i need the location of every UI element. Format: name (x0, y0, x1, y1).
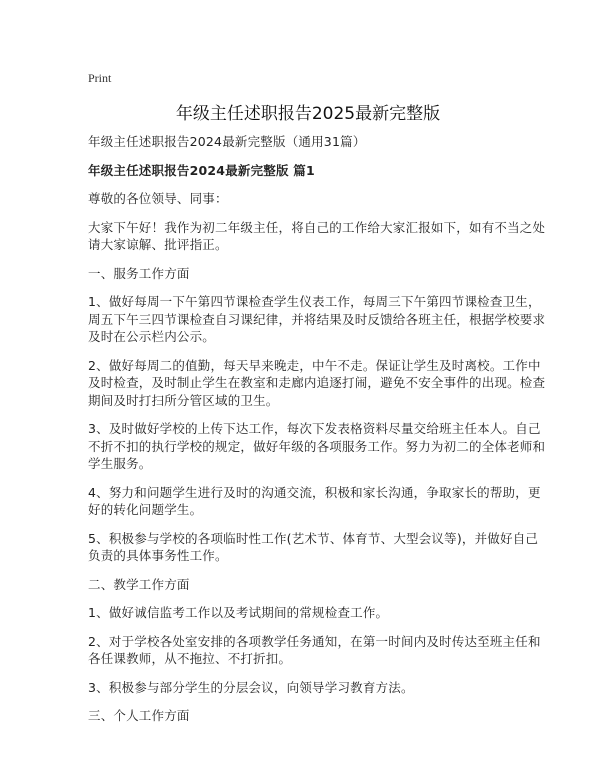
paragraph (88, 604, 528, 622)
paragraph-line: 1、做好诚信监考工作以及考试期间的常规检查工作。 (88, 605, 389, 620)
paragraph-line: 请大家谅解、批评指正。 (88, 237, 228, 252)
paragraph-line: 学生服务。 (88, 456, 152, 471)
paragraph-line: 不折不扣的执行学校的规定，做好年级的各项服务工作。努力为初二的全体老师和 (88, 438, 546, 454)
print-label[interactable]: Print (88, 71, 112, 85)
paragraph-line: 二、教学工作方面 (88, 576, 190, 592)
article-heading: 年级主任述职报告2024最新完整版 篇1 (88, 162, 315, 178)
paragraph-line: 2、对于学校各处室安排的各项教学任务通知，在第一时间内及时传达至班主任和 (88, 633, 541, 649)
paragraph-line: 各任课教师，从不拖拉、不打折扣。 (88, 651, 292, 666)
paragraph-line: 1、做好每周一下午第四节课检查学生仪表工作，每周三下午第四节课检查卫生， (88, 294, 541, 309)
paragraph (88, 679, 528, 697)
paragraph-line: 3、积极参与部分学生的分层会议，向领导学习教育方法。 (88, 679, 414, 695)
paragraph-line: 周五下午三四节课检查自习课纪律，并将结果及时反馈给各班主任，根据学校要求 (88, 311, 546, 327)
paragraph (88, 633, 541, 668)
paragraph (88, 576, 528, 594)
paragraph-line: 4、努力和问题学生进行及时的沟通交流，积极和家长沟通，争取家长的帮助，更 (88, 484, 541, 500)
document-page (88, 70, 546, 725)
paragraph-line: 好的转化问题学生。 (88, 502, 203, 517)
paragraph (88, 707, 528, 725)
paragraph-line: 一、服务工作方面 (88, 265, 190, 281)
paragraph (88, 530, 539, 565)
paragraph-line: 三、个人工作方面 (88, 708, 190, 723)
paragraph-line: 及时在公示栏内公示。 (88, 329, 216, 344)
document-title: 年级主任述职报告2025最新完整版 (175, 104, 441, 124)
paragraph-line: 尊敬的各位领导、同事： (88, 191, 228, 206)
paragraph-line: 期间及时打扫所分管区域的卫生。 (88, 392, 279, 408)
paragraph-line: 2、做好每周二的值勤，每天早来晚走，中午不走。保证让学生及时离校。工作中 (88, 357, 541, 373)
paragraph (88, 420, 546, 473)
paragraph-line: 5、积极参与学校的各项临时性工作(艺术节、体育节、大型会议等)，并做好自己 (88, 530, 539, 546)
paragraph (88, 484, 541, 519)
paragraph (88, 219, 546, 254)
paragraph (88, 357, 546, 410)
paragraph-line: 负责的具体事务性工作。 (88, 548, 228, 563)
paragraph (88, 265, 528, 283)
document-subtitle: 年级主任述职报告2024最新完整版（通用31篇） (88, 134, 366, 149)
paragraph (88, 293, 546, 346)
paragraph (88, 190, 528, 208)
document-body (88, 190, 546, 725)
paragraph-line: 大家下午好！我作为初二年级主任，将自己的工作给大家汇报如下，如有不当之处 (88, 219, 546, 235)
paragraph-line: 及时检查，及时制止学生在教室和走廊内追逐打闹，避免不安全事件的出现。检查 (88, 375, 546, 390)
paragraph-line: 3、及时做好学校的上传下达工作，每次下发表格资料尽量交给班主任本人。自己 (88, 421, 541, 436)
